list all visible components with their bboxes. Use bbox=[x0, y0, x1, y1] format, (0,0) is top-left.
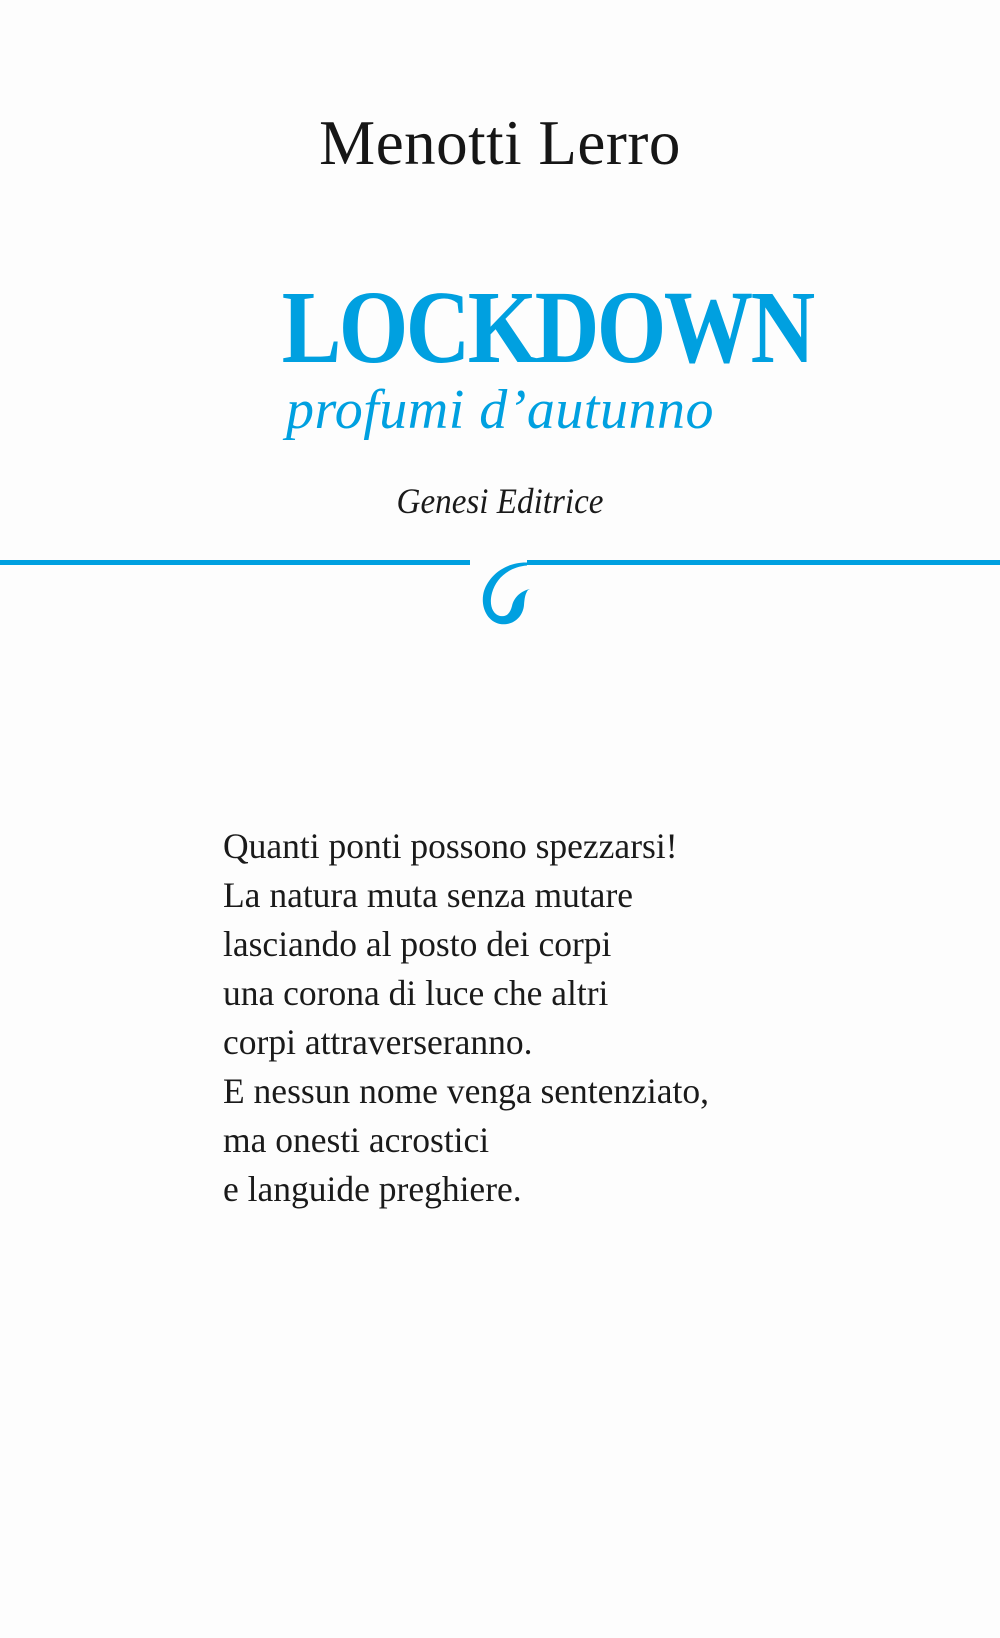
poem-line: Quanti ponti possono spezzarsi! bbox=[223, 826, 678, 866]
poem-excerpt bbox=[223, 822, 823, 1214]
poem-line: La natura muta senza mutare bbox=[223, 875, 634, 915]
author-name: Menotti Lerro bbox=[319, 108, 681, 178]
poem-line: una corona di luce che altri bbox=[223, 973, 609, 1013]
poem-line: E nessun nome venga sentenziato, bbox=[223, 1071, 710, 1111]
decorative-divider bbox=[0, 559, 1000, 629]
book-subtitle: profumi d’autunno bbox=[286, 379, 714, 441]
poem-line: ma onesti acrostici bbox=[223, 1120, 490, 1160]
poem-line: e languide preghiere. bbox=[223, 1169, 522, 1209]
hook-swirl-ornament-icon bbox=[483, 562, 530, 624]
poem-line: corpi attraverseranno. bbox=[223, 1022, 533, 1062]
publisher-name: Genesi Editrice bbox=[396, 481, 604, 521]
poem-line: lasciando al posto dei corpi bbox=[223, 924, 612, 964]
book-title: LOCKDOWN bbox=[281, 270, 813, 385]
divider-rule bbox=[0, 559, 1000, 629]
